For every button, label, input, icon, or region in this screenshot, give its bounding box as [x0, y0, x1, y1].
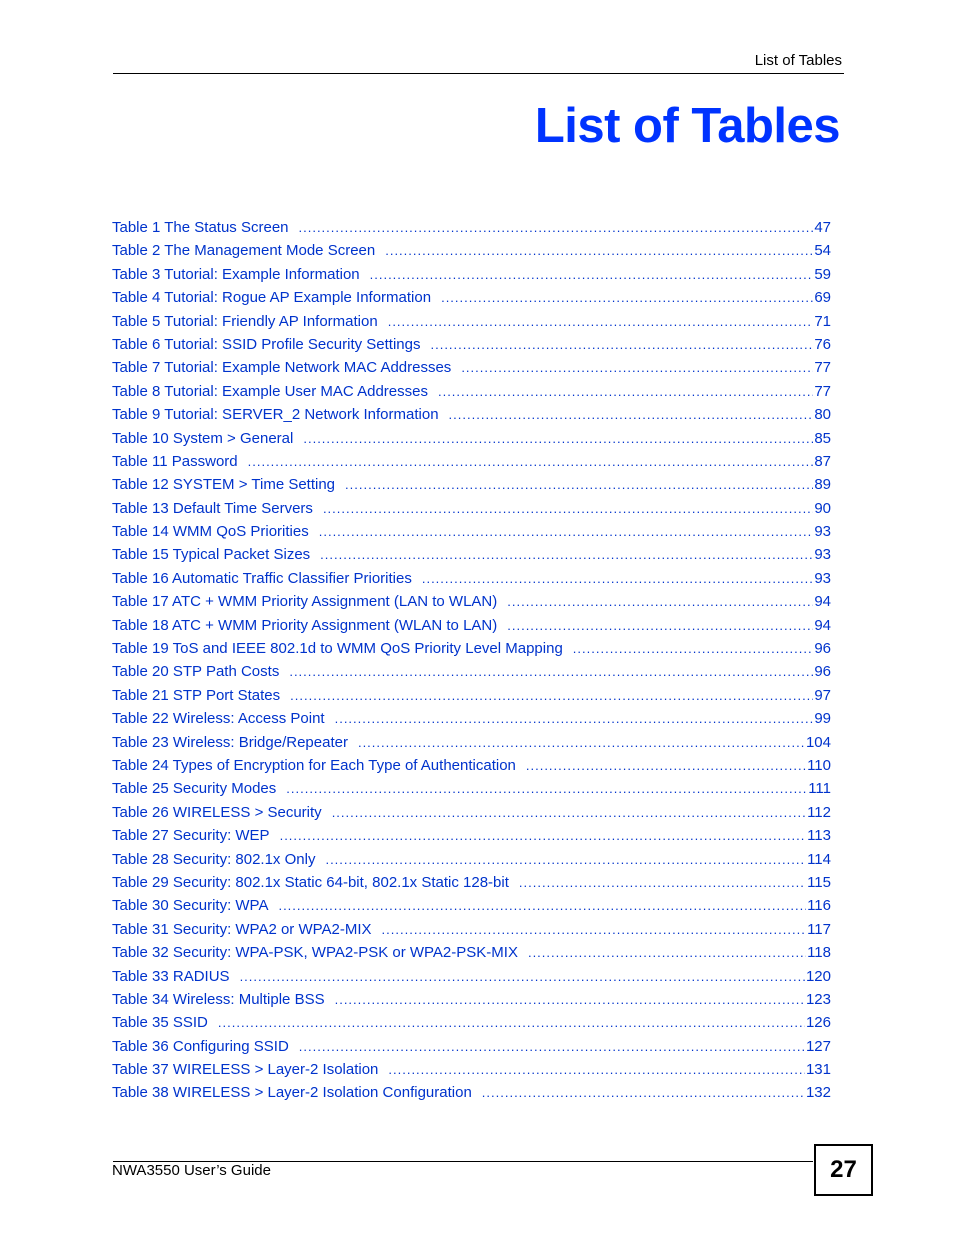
toc-entry-label: Table 3 Tutorial: Example Information	[112, 265, 360, 283]
toc-entry-link[interactable]	[112, 827, 831, 850]
toc-entry-page: 117	[807, 920, 831, 938]
page-title: List of Tables	[534, 99, 840, 153]
dot-leader	[526, 758, 806, 773]
toc-entry-page: 131	[805, 1061, 831, 1079]
toc-entry-label: Table 23 Wireless: Bridge/Repeater	[112, 733, 348, 751]
toc-entry-link[interactable]	[112, 804, 831, 827]
dot-leader	[461, 360, 813, 375]
dot-leader	[323, 501, 813, 516]
toc-entry-page: 118	[807, 944, 831, 962]
toc-entry-label: Table 8 Tutorial: Example User MAC Addresses	[112, 382, 428, 400]
toc-entry-link[interactable]	[112, 1038, 831, 1061]
toc-entry-page: 97	[814, 686, 831, 704]
toc-entry-label: Table 1 The Status Screen	[112, 219, 289, 236]
toc-entry-link[interactable]	[112, 266, 831, 289]
toc-entry-link[interactable]	[112, 663, 831, 686]
toc-entry-page: 111	[808, 780, 831, 798]
toc-entry-label: Table 25 Security Modes	[112, 780, 277, 798]
dot-leader	[482, 1085, 805, 1100]
toc-entry-link[interactable]	[112, 968, 831, 991]
dot-leader	[449, 407, 814, 422]
toc-entry-label: Table 16 Automatic Traffic Classifier Priorities	[112, 569, 412, 587]
toc-entry-page: 69	[814, 289, 831, 307]
dot-leader	[299, 220, 814, 235]
toc-entry-label: Table 4 Tutorial: Rogue AP Example Information	[112, 289, 432, 307]
toc-entry-page: 80	[814, 406, 831, 424]
toc-entry-label: Table 21 STP Port States	[112, 686, 281, 704]
dot-leader	[507, 594, 813, 609]
toc-entry-label: Table 15 Typical Packet Sizes	[112, 546, 311, 564]
toc-entry-link[interactable]	[112, 242, 831, 265]
toc-entry-link[interactable]	[112, 383, 831, 406]
dot-leader	[388, 1062, 805, 1077]
toc-entry-link[interactable]	[112, 1084, 831, 1107]
toc-entry-label: Table 29 Security: 802.1x Static 64-bit, 802.1x Static 128-bit	[112, 873, 509, 891]
toc-entry-page: 99	[814, 710, 831, 728]
dot-leader	[430, 337, 813, 352]
toc-entry-link[interactable]	[112, 944, 831, 967]
toc-entry-link[interactable]	[112, 593, 831, 616]
toc-entry-link[interactable]	[112, 476, 831, 499]
toc-entry-label: Table 38 WIRELESS > Layer-2 Isolation Configuration	[112, 1084, 472, 1102]
toc-entry-label: Table 18 ATC + WMM Priority Assignment (WLAN to LAN)	[112, 616, 498, 634]
toc-entry-page: 115	[807, 873, 831, 891]
toc-entry-link[interactable]	[112, 617, 831, 640]
dot-leader	[507, 618, 813, 633]
toc-entry-page: 89	[814, 476, 831, 494]
dot-leader	[441, 290, 813, 305]
toc-entry-page: 76	[814, 335, 831, 353]
toc-entry-link[interactable]	[112, 453, 831, 476]
toc-entry-page: 93	[814, 546, 831, 564]
dot-leader	[370, 267, 814, 282]
toc-entry-label: Table 14 WMM QoS Priorities	[112, 523, 309, 541]
dot-leader	[299, 1039, 805, 1054]
toc-entry-page: 85	[814, 429, 831, 447]
toc-entry-label: Table 12 SYSTEM > Time Setting	[112, 476, 336, 494]
toc-entry-link[interactable]	[112, 289, 831, 312]
toc-entry-label: Table 24 Types of Encryption for Each Type of Authentication	[112, 756, 516, 774]
toc-entry-page: 54	[814, 242, 831, 260]
toc-entry-page: 113	[807, 827, 831, 845]
toc-entry-page: 114	[807, 850, 831, 868]
toc-entry-link[interactable]	[112, 734, 831, 757]
dot-leader	[278, 898, 806, 913]
toc-entry-page: 116	[807, 897, 831, 915]
toc-entry-page: 93	[814, 523, 831, 541]
dot-leader	[519, 875, 806, 890]
dot-leader	[388, 314, 814, 329]
toc-entry-link[interactable]	[112, 1014, 831, 1037]
dot-leader	[290, 688, 813, 703]
running-header: List of Tables	[754, 52, 842, 69]
toc-entry-page: 87	[814, 452, 831, 470]
dot-leader	[528, 945, 806, 960]
dot-leader	[280, 828, 807, 843]
toc-entry-label: Table 34 Wireless: Multiple BSS	[112, 990, 325, 1008]
toc-entry-label: Table 37 WIRELESS > Layer-2 Isolation	[112, 1061, 379, 1079]
toc-entry-link[interactable]	[112, 359, 831, 382]
toc-entry-label: Table 28 Security: 802.1x Only	[112, 850, 316, 868]
dot-leader	[303, 431, 813, 446]
toc-entry-link[interactable]	[112, 780, 831, 803]
toc-entry-link[interactable]	[112, 336, 831, 359]
toc-entry-label: Table 6 Tutorial: SSID Profile Security Settings	[112, 335, 421, 353]
toc-entry-page: 77	[814, 359, 831, 377]
dot-leader	[289, 664, 813, 679]
toc-entry-link[interactable]	[112, 851, 831, 874]
toc-entry-page: 77	[814, 382, 831, 400]
toc-entry-label: Table 19 ToS and IEEE 802.1d to WMM QoS Priority Level Mapping	[112, 640, 563, 658]
toc-entry-label: Table 11 Password	[112, 452, 238, 470]
toc-entry-link[interactable]	[112, 1061, 831, 1084]
toc-entry-link[interactable]	[112, 687, 831, 710]
toc-entry-link[interactable]	[112, 500, 831, 523]
toc-entry-page: 90	[814, 499, 831, 517]
dot-leader	[382, 922, 807, 937]
dot-leader	[345, 477, 813, 492]
dot-leader	[325, 852, 806, 867]
toc-entry-label: Table 17 ATC + WMM Priority Assignment (LAN to WLAN)	[112, 593, 498, 611]
footer-guide-title: NWA3550 User’s Guide	[112, 1162, 271, 1179]
toc-entry-page: 126	[805, 1014, 831, 1032]
toc-entry-page: 59	[814, 265, 831, 283]
toc-entry-link[interactable]	[112, 921, 831, 944]
dot-leader	[320, 547, 813, 562]
toc-entry-page: 132	[805, 1084, 831, 1102]
dot-leader	[422, 571, 813, 586]
toc-entry-label: Table 13 Default Time Servers	[112, 499, 313, 517]
toc-entry-link[interactable]	[112, 757, 831, 780]
dot-leader	[319, 524, 814, 539]
toc-entry-page: 47	[814, 219, 831, 236]
toc-entry-label: Table 2 The Management Mode Screen	[112, 242, 376, 260]
toc-entry-page: 112	[807, 803, 831, 821]
toc-entry-page: 96	[814, 640, 831, 658]
toc-entry-page: 127	[805, 1037, 831, 1055]
toc-entry-page: 110	[807, 756, 831, 774]
toc-entry-label: Table 27 Security: WEP	[112, 827, 270, 845]
page-number: 27	[830, 1156, 857, 1183]
toc-entry-label: Table 32 Security: WPA-PSK, WPA2-PSK or WPA2-PSK-MIX	[112, 944, 518, 962]
toc-entry-link[interactable]	[112, 897, 831, 920]
toc-entry-label: Table 33 RADIUS	[112, 967, 230, 985]
toc-entry-link[interactable]	[112, 523, 831, 546]
toc-entry-page: 120	[805, 967, 831, 985]
toc-entry-label: Table 22 Wireless: Access Point	[112, 710, 325, 728]
toc-entry-label: Table 35 SSID	[112, 1014, 208, 1032]
dot-leader	[332, 805, 806, 820]
toc-entry-link[interactable]	[112, 710, 831, 733]
toc-entry-link[interactable]	[112, 640, 831, 663]
dot-leader	[218, 1015, 805, 1030]
dot-leader	[286, 781, 807, 796]
toc-entry-page: 93	[814, 569, 831, 587]
dot-leader	[358, 735, 805, 750]
dot-leader	[335, 711, 814, 726]
dot-leader	[573, 641, 814, 656]
toc-entry-label: Table 26 WIRELESS > Security	[112, 803, 322, 821]
toc-entry-page: 123	[805, 990, 831, 1008]
toc-entry-label: Table 9 Tutorial: SERVER_2 Network Information	[112, 406, 439, 424]
toc-entry-page: 104	[805, 733, 831, 751]
table-of-contents-list	[112, 219, 831, 1108]
toc-entry-link[interactable]	[112, 874, 831, 897]
toc-entry-link[interactable]	[112, 991, 831, 1014]
toc-entry-link[interactable]	[112, 546, 831, 569]
dot-leader	[438, 384, 813, 399]
toc-entry-page: 71	[814, 312, 831, 330]
toc-entry-label: Table 31 Security: WPA2 or WPA2-MIX	[112, 920, 372, 938]
toc-entry-link[interactable]	[112, 406, 831, 429]
dot-leader	[248, 454, 814, 469]
toc-entry-page: 94	[814, 593, 831, 611]
dot-leader	[240, 969, 805, 984]
toc-entry-label: Table 20 STP Path Costs	[112, 663, 280, 681]
toc-entry-label: Table 5 Tutorial: Friendly AP Information	[112, 312, 378, 330]
dot-leader	[335, 992, 805, 1007]
toc-entry-label: Table 30 Security: WPA	[112, 897, 269, 915]
toc-entry-label: Table 7 Tutorial: Example Network MAC Addresses	[112, 359, 452, 377]
page-number-box	[814, 1144, 873, 1196]
dot-leader	[385, 243, 813, 258]
toc-entry-label: Table 36 Configuring SSID	[112, 1037, 289, 1055]
toc-entry-link[interactable]	[112, 570, 831, 593]
toc-entry-link[interactable]	[112, 313, 831, 336]
toc-entry-page: 96	[814, 663, 831, 681]
toc-entry-link[interactable]	[112, 430, 831, 453]
header-divider	[113, 73, 844, 74]
toc-entry-link[interactable]	[112, 219, 831, 242]
toc-entry-label: Table 10 System > General	[112, 429, 294, 447]
toc-entry-page: 94	[814, 616, 831, 634]
